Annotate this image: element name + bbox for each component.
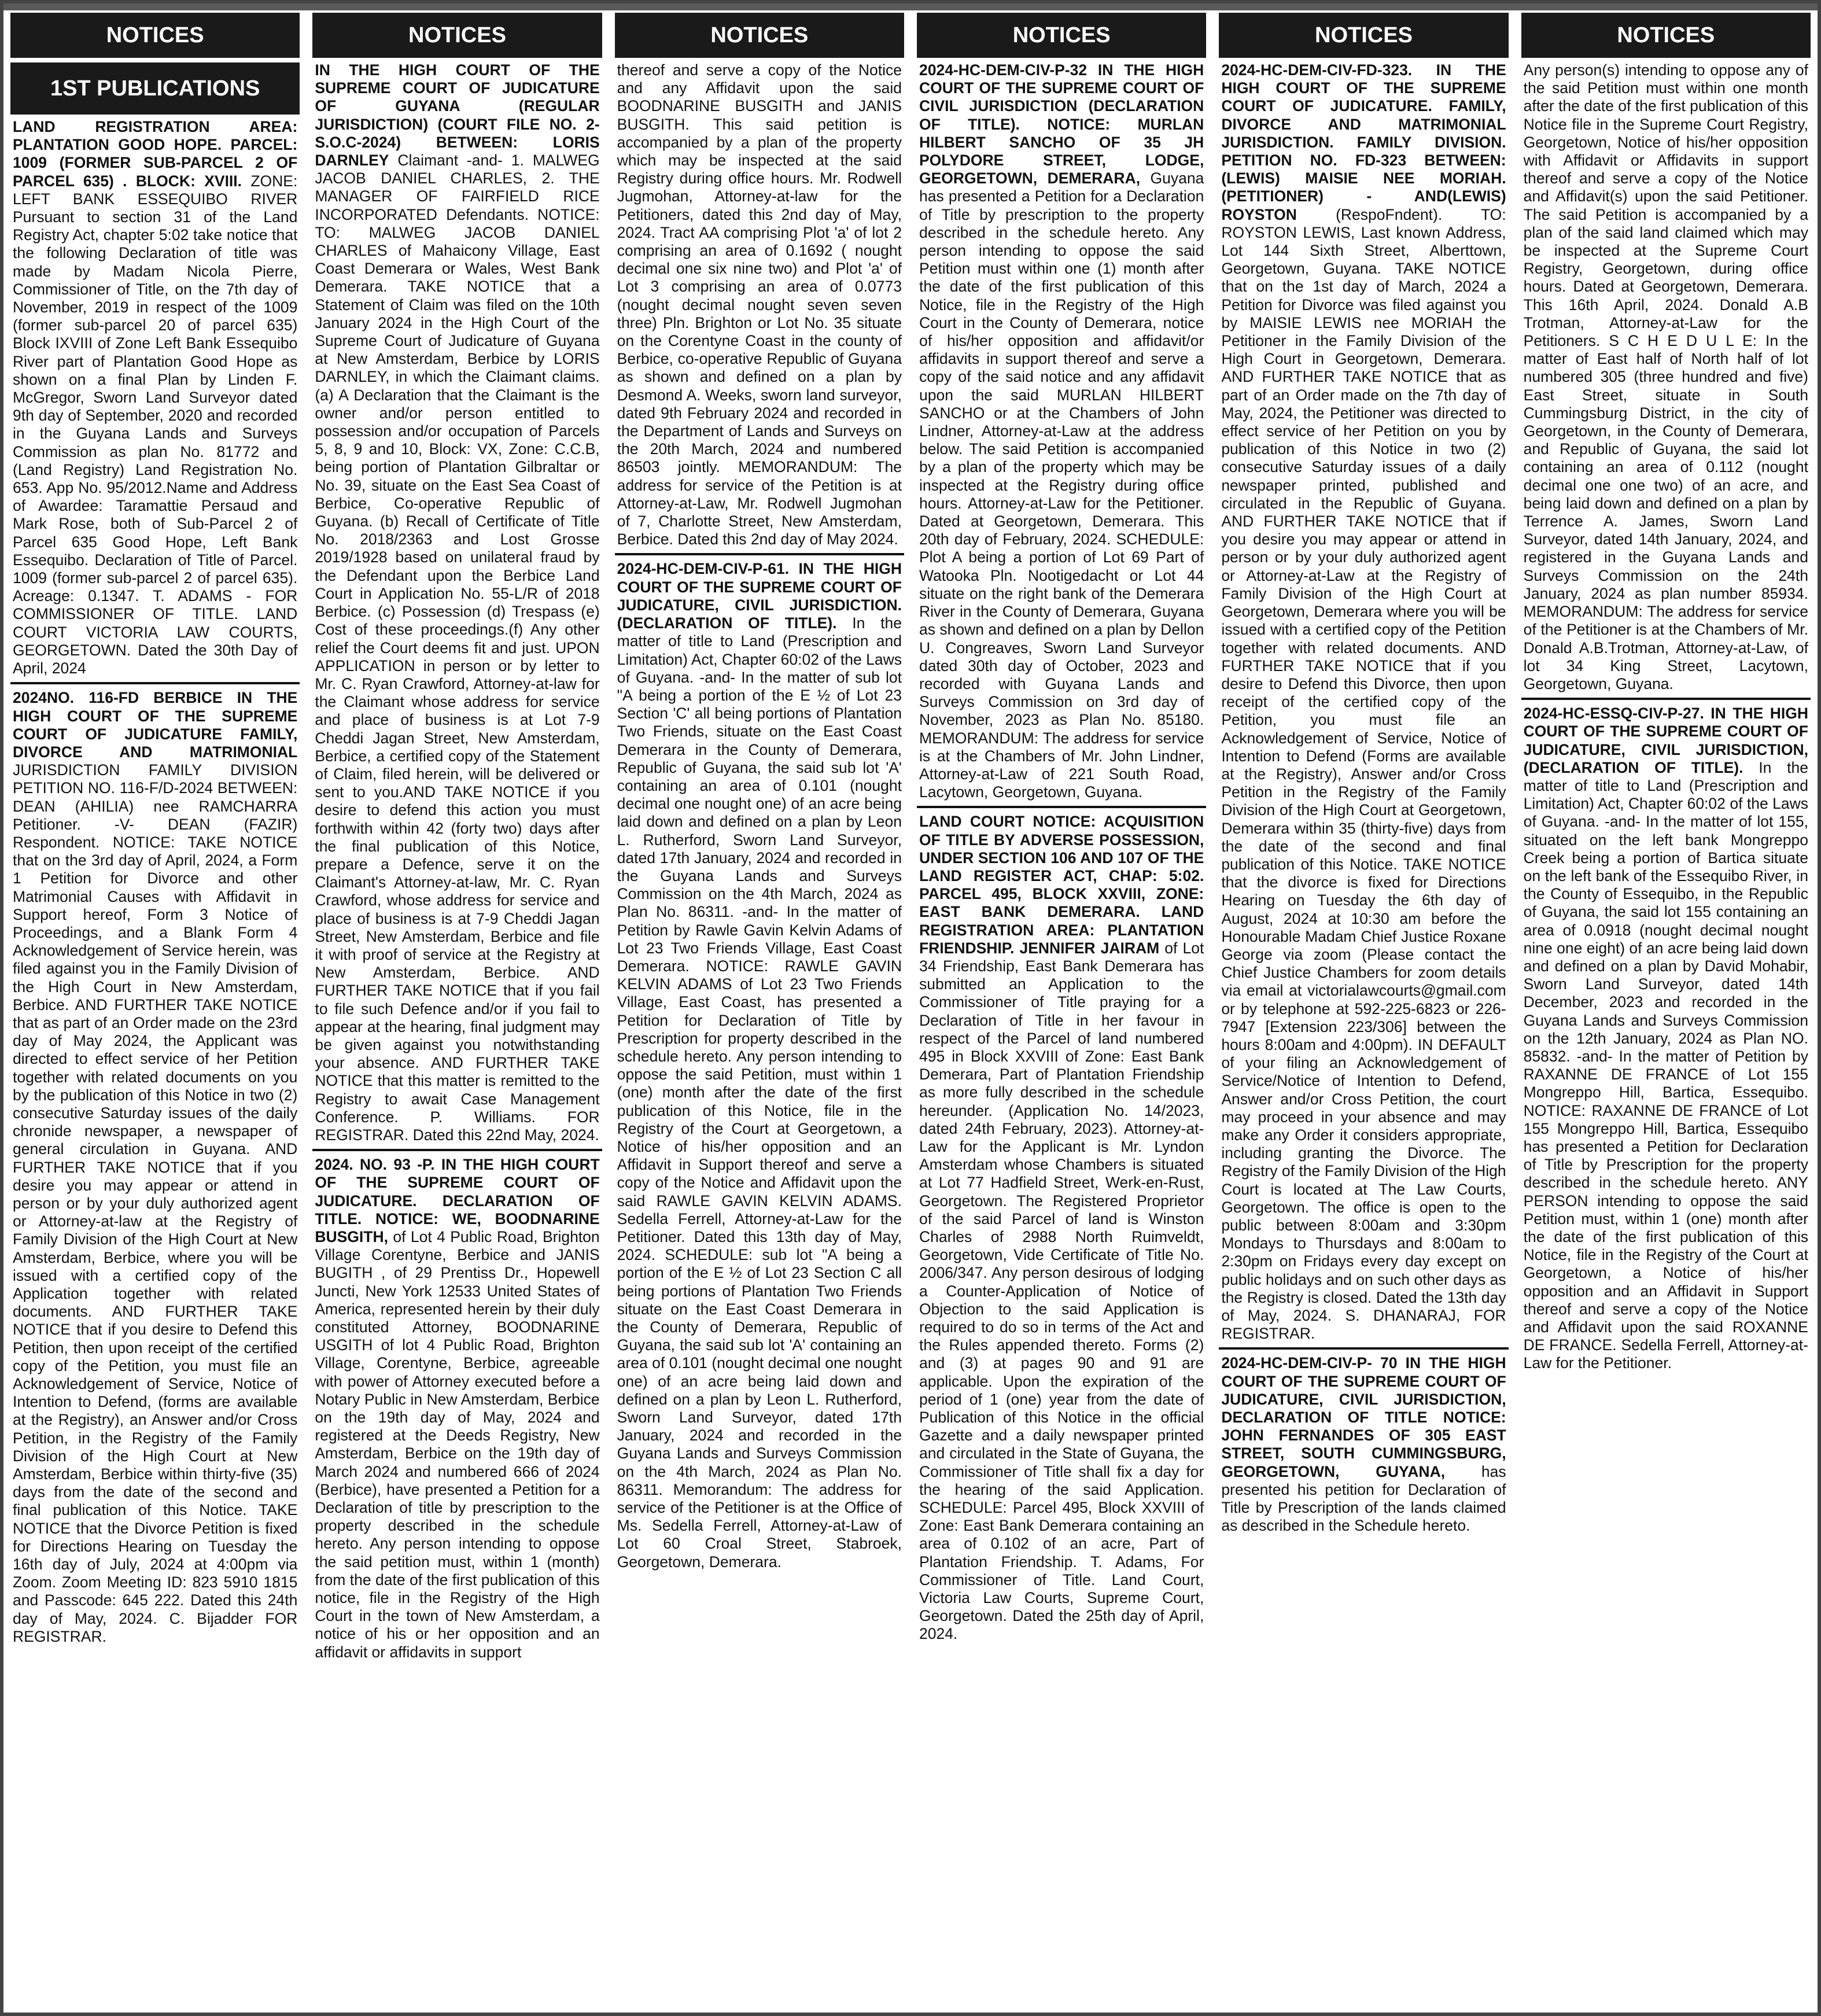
column-4 (917, 13, 1206, 2007)
legal-notice (615, 560, 904, 1575)
column-3 (615, 13, 904, 2007)
notice-heading: 2024-HC-DEM-CIV-FD-323. IN THE HIGH COURT OF THE SUPREME COURT OF JUDICATURE. FAMILY, DIVORCE AND MATRIMONIAL JURISDICTION. FAMILY DIVISION. PETITION NO. FD-323 BETWEEN: (LEWIS) MAISIE NEE MORIAH. (PETITIONER) - AND(LEWIS) ROYSTON (1221, 61, 1506, 223)
legal-notice (312, 1156, 602, 1666)
notice-text: (RespoFndent). TO: ROYSTON LEWIS, Last known Address, Lot 144 Sixth Street, Alberttown, Georgetown, Guyana. TAKE NOTICE that on the 1st day of March, 2024 a Petition for Divorce was filed against you by MAISIE LEWIS nee MORIAH the Petitioner in the Family Division of the High Court in Georgetown, Demerara. AND FURTHER TAKE NOTICE that as part of an Order made on the 7th day of May, 2024, the Petitioner was directed to effect service of her Petition on you by publication of this Notice in two (2) consecutive Saturday issues of a daily newspaper printed, published and circulated in the Republic of Guyana. AND FURTHER TAKE NOTICE that if you desire you may appear or attend in person or by your duly authorized agent or Attorney-at-Law at the Registry of Family Division of the High Court at Georgetown, Demerara where you will be issued with a certified copy of the Petition together with related documents. AND FURTHER TAKE NOTICE that if you desire to Defend this Divorce, then upon receipt of the certified copy of the Petition, you must file an Acknowledgement of Service, Notice of Intention to Defend (Forms are available at the Registry), Answer and/or Cross Petition in the Registry of the Family Division of the High Court at Georgetown, Demerara within 35 (thirty-five) days from the date of the second and final publication of this Notice. TAKE NOTICE that the divorce is fixed for Directions Hearing on Tuesday the 6th day of August, 2024 at 10:30 am before the Honourable Madam Chief Justice Roxane George via zoom (Please contact the Chief Justice Chambers for zoom details via email at victorialawcourts@gmail.com or by telephone at 592-225-6823 or 226-7947 [Extension 223/306] between the hours 8:00am and 4:00pm). IN DEFAULT of your filing an Acknowledgement of Service/Notice of Intention to Defend, Answer and/or Cross Petition, the court may proceed in your absence and may make any Order it considers appropriate, including granting the Divorce. The Registry of the Family Division of the High Court is located at The Law Courts, Georgetown. The office is open to the public between 8:00am and 3:30pm Mondays to Thursdays and 8:00am to 2:30pm on Fridays every day except on public holidays and on such other days as the Registry is closed. Dated the 13th day of May, 2024. S. DHANARAJ, FOR REGISTRAR. (1221, 205, 1506, 1343)
notice-text: of Lot 4 Public Road, Brighton Village Corentyne, Berbice and JANIS BUGITH , of 29 Prentiss Dr., Hopewell Juncti, New York 12533 United States of America, represented herein by their duly constituted Attorney, BOODNARINE USGITH of lot 4 Public Road, Brighton Village, Corentyne, Berbice, agreeable with power of Attorney executed before a Notary Public in New Amsterdam, Berbice on the 19th day of May, 2024 and registered at the Deeds Registry, New Amsterdam, Berbice on the 19th day of March 2024 and numbered 666 of 2024 (Berbice), have presented a Petition for a Declaration of title by prescription to the property described in the schedule hereto. Any person intending to oppose the said petition must, within 1 (month) from the date of the first publication of this notice, file in the Registry of the High Court in the town of New Amsterdam, a notice of his or her opposition and an affidavit or affidavits in support (315, 1228, 600, 1661)
notice-text: In the matter of title to Land (Prescription and Limitation) Act, Chapter 60:02 of the Laws of Guyana. -and- In the matter of lot 155, situated on the left bank Mongreppo Creek being a portion of Bartica situate on the left bank of the Essequibo River, in the County of Essequibo, in the Republic of Guyana, the said lot 155 containing an area of 0.0918 (nought decimal nought nine one eight) of an acre being laid down and defined on a plan by David Mohabir, Sworn Land Surveyor, dated 14th December, 2023 and recorded in the Guyana Lands and Surveys Commission on the 12th January, 2024 as Plan NO. 85832. -and- In the matter of Petition by RAXANNE DE FRANCE of Lot 155 Mongreppo Hill, Bartica, Essequibo. NOTICE: RAXANNE DE FRANCE of Lot 155 Mongreppo Hill, Bartica, Essequibo has presented a Petition for Declaration of Title by Prescription for the property described in the schedule hereto. ANY PERSON intending to oppose the said Petition must, within 1 (one) month after the date of the first publication of this Notice, file in the Registry of the Court at Georgetown, a Notice of his/her opposition and an Affidavit in Support thereof and serve a copy of the Notice and Affidavit upon the said ROXANNE DE FRANCE. Sedella Ferrell, Attorney-at-Law for the Petitioner. (1523, 758, 1808, 1372)
section-header: NOTICES (615, 13, 904, 58)
section-header: NOTICES (1219, 13, 1508, 58)
subsection-header: 1ST PUBLICATIONS (10, 62, 300, 115)
notices-page (10, 13, 1811, 2007)
notice-text: Any person(s) intending to oppose any of the said Petition must within one month after the date of the first publication of this Notice file in the Supreme Court Registry, Georgetown, Notice of his/her opposition with Affidavit or Affidavits in support thereof and serve a copy of the Notice and Affidavit(s) upon the said Petitioner. The said Petition is accompanied by a plan of the said land claimed which may be inspected at the Supreme Court Registry, Georgetown, during office hours. Dated at Georgetown, Demerara. This 16th April, 2024. Donald A.B Trotman, Attorney-at-Law for the Petitioners. S C H E D U L E: In the matter of East half of North half of lot numbered 305 (three hundred and five) East Street, situate in South Cummingsburg District, in the city of Georgetown, in the County of Demerara, and Republic of Guyana, the said lot containing an area of 0.112 (nought decimal one one two) of an acre, and being laid down and defined on a plan by Terrence A. James, Sworn Land Surveyor, dated 14th January, 2024, and registered in the Guyana Lands and Surveys Commission on the 24th January, 2024 as plan number 85934. MEMORANDUM: The address for service of the Petitioner is at the Chambers of Mr. Donald A.B.Trotman, Attorney-at-Law, of lot 34 King Street, Lacytown, Georgetown, Guyana. (1523, 61, 1808, 692)
legal-notice (10, 118, 300, 684)
column-body (1219, 61, 1508, 2007)
column-1 (10, 13, 300, 2007)
notice-text: ZONE: LEFT BANK ESSEQUIBO RIVER Pursuant to section 31 of the Land Registry Act, chapter 5:02 take notice that the following Declaration of title was made by Madam Nicola Pierre, Commissioner of Title, on the 7th day of November, 2019 in respect of the 1009 (former sub-parcel 20 of parcel 635) Block IXVIII of Zone Left Bank Essequibo River part of Plantation Good Hope as shown on a final Plan by Linden F. McGregor, Sworn Land Surveyor dated 9th day of September, 2020 and recorded in the Guyana Lands and Surveys Commission as plan No. 81772 and (Land Registry) Land Registration No. 653. App No. 95/2012.Name and Address of Awardee: Taramattie Persaud and Mark Rose, both of Sub-Parcel 2 of Parcel 635 Good Hope, Left Bank Essequibo. Declaration of Title of Parcel. 1009 (former sub-parcel 2 of parcel 635). Acreage: 0.1347. T. ADAMS - FOR COMMISSIONER OF TITLE. LAND COURT VICTORIA LAW COURTS, GEORGETOWN. Dated the 30th Day of April, 2024 (13, 172, 298, 677)
notice-text: of Lot 34 Friendship, East Bank Demerara has submitted an Application to the Commissioner of Title praying for a Declaration of Title in her favour in respect of the Parcel of land numbered 495 in Block XXVIII of Zone: East Bank Demerara, Part of Plantation Friendship as more fully described in the schedule hereunder. (Application No. 14/2023, dated 24th February, 2023). Attorney-at-Law for the Applicant is Mr. Lyndon Amsterdam whose Chambers is situated at Lot 77 Hadfield Street, Werk-en-Rust, Georgetown. The Registered Proprietor of the said Parcel of land is Winston Charles of 2988 North Ruimveldt, Georgetown, Vide Certificate of Title No. 2006/347. Any person desirous of lodging a Counter-Application of Notice of Objection to the said Application is required to do so in terms of the Act and the Rules appended thereto. Forms (2) and (3) at pages 90 and 91 are applicable. Upon the expiration of the period of 1 (one) year from the date of Publication of this Notice in the official Gazette and a daily newspaper printed and circulated in the State of Guyana, the Commissioner of Title shall fix a day for the hearing of the said Application. SCHEDULE: Parcel 495, Block XXVIII of Zone: East Bank Demerara containing an area of 0.102 of an acre, Part of Plantation Friendship. T. Adams, For Commissioner of Title. Land Court, Victoria Law Courts, Supreme Court, Georgetown. Dated the 25th day of April, 2024. (919, 939, 1204, 1643)
column-body (312, 61, 602, 2007)
notice-heading: 2024-HC-DEM-CIV-P- 70 IN THE HIGH COURT OF THE SUPREME COURT OF JUDICATURE, CIVIL JURISDICTION, DECLARATION OF TITLE NOTICE: JOHN FERNANDES OF 305 EAST STREET, SOUTH CUMMINGSBURG, GEORGETOWN, GUYANA, (1221, 1354, 1506, 1480)
column-6 (1521, 13, 1811, 2007)
legal-notice (917, 61, 1206, 808)
notice-heading: 2024-HC-DEM-CIV-P-32 IN THE HIGH COURT OF THE SUPREME COURT OF CIVIL JURISDICTION (DECLARATION OF TITLE). NOTICE: MURLAN HILBERT SANCHO OF 35 JH POLYDORE STREET, LODGE, GEORGETOWN, DEMERARA, (919, 61, 1204, 187)
column-body (1521, 61, 1811, 2007)
notice-heading: 2024-HC-DEM-CIV-P-61. IN THE HIGH COURT OF THE SUPREME COURT OF JUDICATURE, CIVIL JURISDICTION. (DECLARATION OF TITLE). (617, 560, 902, 632)
notice-heading: 2024NO. 116-FD BERBICE IN THE HIGH COURT OF THE SUPREME COURT OF JUDICATURE FAMILY, DIVORCE AND MATRIMONIAL (13, 689, 298, 761)
section-header: NOTICES (312, 13, 602, 58)
notice-text: In the matter of title to Land (Prescription and Limitation) Act, Chapter 60:02 of the Laws of Guyana. -and- In the matter of sub lot "A being a portion of the E ½ of Lot 23 Section 'C' all being portions of Plantation Two Friends, situate on the East Coast Demerara in the County of Demerara, Republic of Guyana, the said sub lot 'A' containing an area of 0.101 (nought decimal one nought one) of an acre being laid down and defined on a plan by Leon L. Rutherford, Sworn Land Surveyor, dated 17th January, 2024 and recorded in the Guyana Lands and Surveys Commission on the 4th March, 2024 as Plan No. 86311. -and- In the matter of Petition by Rawle Gavin Kelvin Adams of Lot 23 Two Friends Village, East Coast Demerara. NOTICE: RAWLE GAVIN KELVIN ADAMS of Lot 23 Two Friends Village, East Coast, has presented a Petition for Declaration of Title by Prescription for property described in the schedule hereto. Any person intending to oppose the said Petition, must within 1 (one) month after the date of the first publication of this Notice, file in the Registry of the Court at Georgetown, a Notice of his/her opposition and an Affidavit in Support thereof and serve a copy of the Notice and Affidavit upon the said RAWLE GAVIN KELVIN ADAMS. Sedella Ferrell, Attorney-at-Law for the Petitioner. Dated this 13th day of May, 2024. SCHEDULE: sub lot "A being a portion of the E ½ of Lot 23 Section C all being portions of Plantation Two Friends situate on the East Coast Demerara in the County of Demerara, Republic of Guyana, the said sub lot 'A' containing an area of 0.101 (nought decimal one nought one) of an acre being laid down and defined on a plan by Leon L. Rutherford, Sworn Land Surveyor, dated 17th January, 2024 and recorded in the Guyana Lands and Surveys Commission on the 4th March, 2024 as Plan No. 86311. Memorandum: The address for service of the Petitioner is at the Office of Ms. Sedella Ferrell, Attorney-at-Law of Lot 60 Croal Street, Stabroek, Georgetown, Demerara. (617, 614, 902, 1571)
notice-heading: 2024-HC-ESSQ-CIV-P-27. IN THE HIGH COURT OF THE SUPREME COURT OF JUDICATURE, CIVIL JURISDICTION, (DECLARATION OF TITLE). (1523, 705, 1808, 776)
notice-heading: IN THE HIGH COURT OF THE SUPREME COURT OF JUDICATURE OF GUYANA (REGULAR JURISDICTION) (COURT FILE NO. 2-S.O.C-2024) BETWEEN: LORIS DARNLEY (315, 61, 600, 169)
legal-notice (1219, 1354, 1508, 1539)
legal-notice (1219, 61, 1508, 1350)
notice-text: thereof and serve a copy of the Notice and any Affidavit upon the said BOODNARINE BUSGITH and JANIS BUSGITH. This said petition is accompanied by a plan of the property which may be inspected at the said Registry during office hours. Mr. Rodwell Jugmohan, Attorney-at-law for the Petitioners, dated this 2nd day of May, 2024. Tract AA comprising Plot 'a' of lot 2 comprising an area of 0.1692 ( nought decimal one six nine two) and Plot 'a' of Lot 3 comprising an area of 0.0773 (nought decimal nought seven seven three) Pln. Brighton or Lot No. 35 situate on the Corentyne Coast in the county of Berbice, co-operative Republic of Guyana as shown and defined on a plan by Desmond A. Weeks, sworn land surveyor, dated 9th February 2024 and recorded in the Department of Lands and Surveys on the 20th March, 2024 and numbered 86503 jointly. MEMORANDUM: The address for service of the Petition is at Attorney-at-Law, Mr. Rodwell Jugmohan of 7, Charlotte Street, New Amsterdam, Berbice. Dated this 2nd day of May 2024. (617, 61, 902, 548)
section-header: NOTICES (10, 13, 300, 58)
notice-text: Guyana has presented a Petition for a Declaration of Title by prescription to the property described in the schedule hereto. Any person intending to oppose the said Petition must within one (1) month after the date of the first publication of this Notice, file in the Registry of the High Court in the County of Demerara, notice of his/her opposition and affidavit/or affidavits in support thereof and serve a copy of the said notice and any affidavit upon the said MURLAN HILBERT SANCHO or at the Chambers of John Lindner, Attorney-at-Law at the address below. The said Petition is accompanied by a plan of the property which may be inspected at the Registry during office hours. Attorney-at-Law for the Petitioner. Dated at Georgetown, Demerara. This 20th day of February, 2024. SCHEDULE: Plot A being a portion of Lot 69 Part of Watooka Pln. Nootigedacht or Lot 44 situate on the right bank of the Demerara River in the County of Demerara, Guyana as shown and defined on a plan by Dellon U. Congreaves, Sworn Land Surveyor dated 30th day of October, 2023 and recorded with Guyana Lands and Surveys Commission on 3rd day of November, 2023 as Plan No. 85180. MEMORANDUM: The address for service is at the Chambers of Mr. John Lindner, Attorney-at-Law of 221 South Road, Lacytown, Georgetown, Guyana. (919, 169, 1204, 801)
column-body (615, 61, 904, 2007)
legal-notice (615, 61, 904, 555)
notice-text: JURISDICTION FAMILY DIVISION PETITION NO. 116-F/D-2024 BETWEEN: DEAN (AHILIA) nee RAMCHARRA Petitioner. -V- DEAN (FAZIR) Respondent. NOTICE: TAKE NOTICE that on the 3rd day of April, 2024, a Form 1 Petition for Divorce and other Matrimonial Causes with Affidavit in Support hereof, Form 3 Notice of Proceedings, and a Blank Form 4 Acknowledgement of Service herein, was filed against you in the Family Division of the High Court in New Amsterdam, Berbice. AND FURTHER TAKE NOTICE that as part of an Order made on the 23rd day of May 2024, the Applicant was directed to effect service of her Petition together with related documents on you by the publication of this Notice in two (2) consecutive Saturday issues of the daily chronide newspaper, a newspaper of general circulation in Guyana. AND FURTHER TAKE NOTICE that if you desire you may appear or attend in person or by your duly authorized agent or Attorney-at-law at the Registry of Family Division of the High Court at New Amsterdam, Berbice, where you will be issued with a certified copy of the Application together with related documents. AND FURTHER TAKE NOTICE that if you desire to Defend this Petition, then upon receipt of the certified copy of the Petition, you must file an Acknowledgement of Service, Notice of Intention to Defend, (forms are available at the Registry), an Answer and/or Cross Petition, in the Registry of the Family Division of the High Court at New Amsterdam, Berbice within thirty-five (35) days from the date of the second and final publication of this Notice. TAKE NOTICE that the Divorce Petition is fixed for Directions Hearing on Tuesday the 16th day of July, 2024 at 4:00pm via Zoom. Zoom Meeting ID: 823 5910 1815 and Passcode: 645 222. Dated this 24th day of May, 2024. C. Bijadder FOR REGISTRAR. (13, 761, 298, 1645)
section-header: NOTICES (1521, 13, 1811, 58)
notice-heading: LAND COURT NOTICE: ACQUISITION OF TITLE BY ADVERSE POSSESSION, UNDER SECTION 106 AND 107 OF THE LAND REGISTER ACT, CHAP: 5:02. PARCEL 495, BLOCK XXVIII, ZONE: EAST BANK DEMERARA. LAND REGISTRATION AREA: PLANTATION FRIENDSHIP. JENNIFER JAIRAM (919, 813, 1204, 957)
legal-notice (10, 689, 300, 1650)
notice-text: Claimant -and- 1. MALWEG JACOB DANIEL CHARLES, 2. THE MANAGER OF FAIRFIELD RICE INCORPORATED Defendants. NOTICE: TO: MALWEG JACOB DANIEL CHARLES of Mahaicony Village, East Coast Demerara or Wales, West Bank Demerara. TAKE NOTICE that a Statement of Claim was filed on the 10th January 2024 in the High Court of the Supreme Court of Judicature of Guyana at New Amsterdam, Berbice by LORIS DARNLEY, in which the Claimant claims. (a) A Declaration that the Claimant is the owner and/or person entitled to possession and/or occupation of Parcels 5, 8, 9 and 10, Block: VX, Zone: C.C.B, being portion of Plantation Gilbraltar or No. 39, situate on the East Sea Coast of Berbice, Co-operative Republic of Guyana. (b) Recall of Certificate of Title No. 2018/2363 and Lost Grosse 2019/1928 based on unilateral fraud by the Defendant upon the Berbice Land Court in Application No. 55-L/R of 2018 Berbice. (c) Possession (d) Trespass (e) Cost of these proceedings.(f) Any other relief the Court deems fit and just. UPON APPLICATION in person or by letter to Mr. C. Ryan Crawford, Attorney-at-law for the Claimant whose address for service and place of business is at Lot 7-9 Cheddi Jagan Street, New Amsterdam, Berbice, a certified copy of the Statement of Claim, filed herein, will be delivered or sent to you.AND TAKE NOTICE if you desire to defend this action you must forthwith within 42 (forty two) days after the final publication of this Notice, prepare a Defence, serve it on the Claimant's Attorney-at-law, Mr. C. Ryan Crawford, whose address for service and place of business is at 7-9 Cheddi Jagan Street, New Amsterdam, Berbice and file it with proof of service at the Registry at New Amsterdam, Berbice. AND FURTHER TAKE NOTICE that if you fail to file such Defence and/or if you fail to appear at the hearing, final judgment may be given against you notwithstanding your absence. AND FURTHER TAKE NOTICE that this matter is remitted to the Registry to await Case Management Conference. P. Williams. FOR REGISTRAR. Dated this 22nd May, 2024. (315, 152, 600, 1144)
legal-notice (312, 61, 602, 1151)
column-body (917, 61, 1206, 2007)
column-5 (1219, 13, 1508, 2007)
legal-notice (917, 813, 1206, 1648)
section-header: NOTICES (917, 13, 1206, 58)
column-2 (312, 13, 602, 2007)
notice-text: has presented his petition for Declaration of Title by Prescription of the lands claimed as described in the Schedule hereto. (1221, 1462, 1506, 1535)
column-body (10, 118, 300, 2007)
notice-heading: 2024. NO. 93 -P. IN THE HIGH COURT OF THE SUPREME COURT OF JUDICATURE. DECLARATION OF TITLE. NOTICE: WE, BOODNARINE BUSGITH, (315, 1156, 600, 1245)
top-border (0, 0, 1821, 10)
notice-heading: LAND REGISTRATION AREA: PLANTATION GOOD HOPE. PARCEL: 1009 (FORMER SUB-PARCEL 2 OF PARCEL 635) . BLOCK: XVIII. (13, 118, 298, 190)
legal-notice (1521, 705, 1811, 1377)
legal-notice (1521, 61, 1811, 700)
